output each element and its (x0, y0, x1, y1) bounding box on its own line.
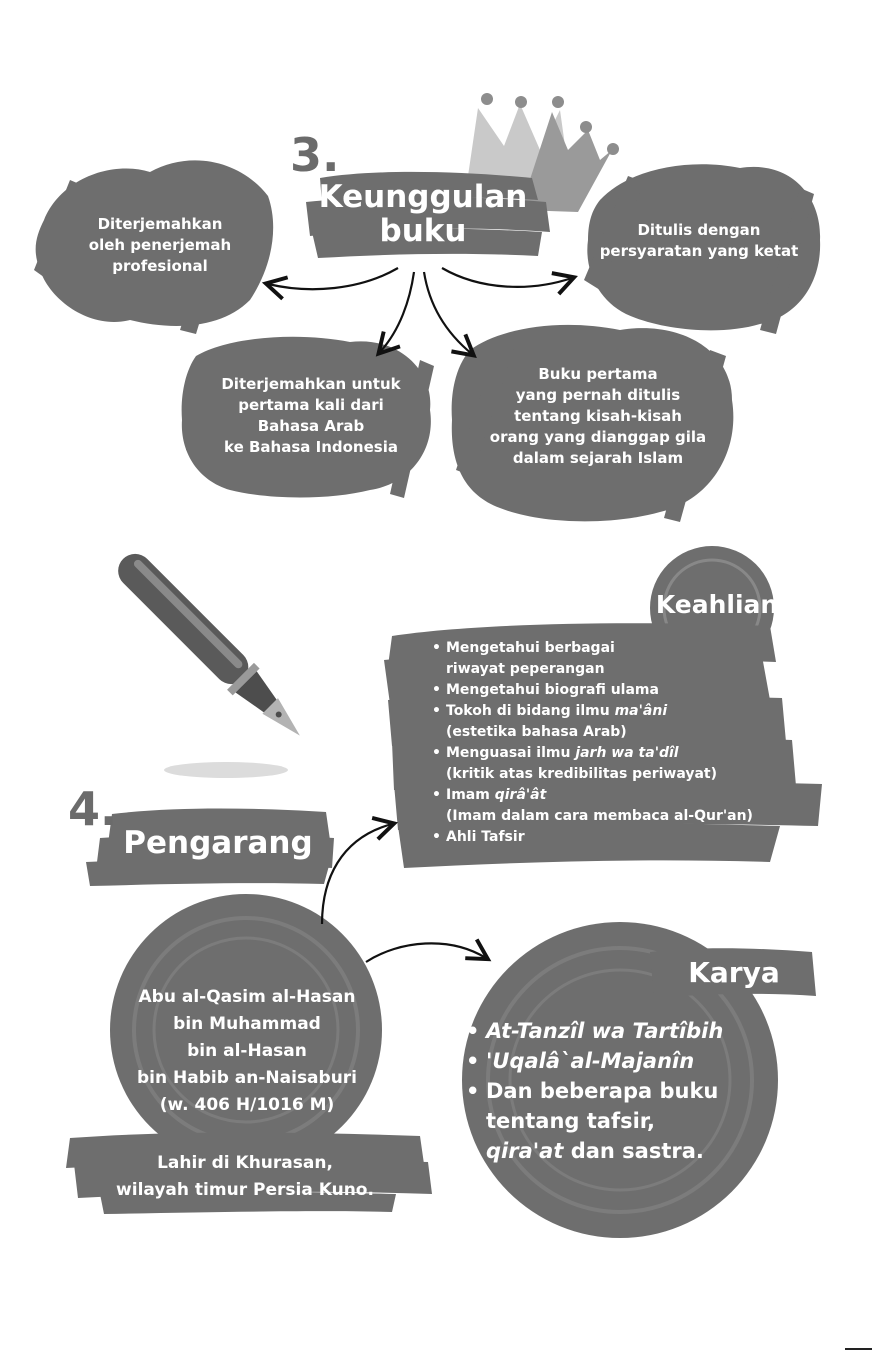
expertise-item-text: Menguasai ilmu (446, 745, 576, 761)
arrow-to-middle-left (380, 272, 414, 352)
advantage-line: oleh penerjemah (88, 236, 232, 254)
advantage-line: Diterjemahkan (97, 215, 223, 233)
author-name (112, 984, 382, 1119)
arrow-to-top-right (442, 268, 572, 287)
expertise-item-text: Imam (446, 787, 495, 803)
works-list (466, 1016, 766, 1166)
expertise-item (432, 743, 792, 785)
expertise-title: Keahlian (655, 590, 779, 619)
expertise-item (432, 827, 792, 848)
advantage-line: yang pernah ditulis (515, 386, 681, 404)
advantage-line: Buku pertama (538, 365, 658, 383)
author-line: (w. 406 H/1016 M) (159, 1095, 335, 1115)
author-line: bin Muhammad (173, 1014, 321, 1034)
works-item-text: Dan beberapa buku (486, 1079, 719, 1103)
works-item-sub: tentang tafsir, (486, 1109, 656, 1133)
works-item (466, 1076, 766, 1166)
arrow-to-middle-right (424, 272, 472, 354)
section-number-3: 3. (290, 128, 340, 182)
advantage-strict-requirements (594, 220, 804, 262)
works-title: Karya (688, 956, 780, 989)
birth-line: Lahir di Khurasan, (157, 1153, 333, 1173)
advantage-first-book (470, 364, 726, 469)
expertise-item-sub: riwayat peperangan (446, 661, 605, 677)
works-item (466, 1046, 766, 1076)
advantage-line: Ditulis dengan (637, 221, 761, 239)
works-item-title: At-Tanzîl wa Tartîbih (486, 1019, 724, 1043)
works-item-title: 'Uqalâ`al-Majanîn (486, 1049, 695, 1073)
expertise-item-term: ma'âni (614, 703, 668, 719)
works-item-term: qira'at (486, 1139, 564, 1163)
section3-title (318, 180, 528, 248)
expertise-item-term: jarh wa ta'dîl (575, 745, 679, 761)
advantage-line: tentang kisah-kisah (514, 407, 682, 425)
arrow-to-top-left (268, 268, 398, 289)
section3-title-line2: buku (379, 213, 467, 249)
expertise-item-text: Ahli Tafsir (446, 829, 525, 845)
advantage-line: profesional (112, 257, 208, 275)
expertise-item-sub: (estetika bahasa Arab) (446, 724, 627, 740)
expertise-item-text: Tokoh di bidang ilmu (446, 703, 615, 719)
section4-title: Pengarang (123, 825, 313, 861)
expertise-item-text: Mengetahui biografi ulama (446, 682, 659, 698)
section3-title-line1: Keunggulan (318, 179, 528, 215)
advantage-line: ke Bahasa Indonesia (224, 438, 398, 456)
author-birth (90, 1150, 400, 1204)
author-line: bin al-Hasan (187, 1041, 307, 1061)
advantage-line: persyaratan yang ketat (599, 242, 799, 260)
advantage-line: pertama kali dari (238, 396, 384, 414)
expertise-item (432, 701, 792, 743)
expertise-item-text: Mengetahui berbagai (446, 640, 615, 656)
section-number-4: 4. (68, 782, 118, 836)
birth-line: wilayah timur Persia Kuno. (116, 1180, 374, 1200)
author-line: bin Habib an-Naisaburi (136, 1068, 358, 1088)
expertise-item (432, 638, 792, 680)
expertise-item-sub: (kritik atas kredibilitas periwayat) (446, 766, 718, 782)
expertise-item-term: qirâ'ât (494, 787, 547, 803)
works-item-sub2-text: dan sastra. (563, 1139, 704, 1163)
works-item (466, 1016, 766, 1046)
expertise-list (432, 638, 792, 848)
advantage-line: orang yang dianggap gila (489, 428, 707, 446)
expertise-item (432, 785, 792, 827)
advantage-line: dalam sejarah Islam (512, 449, 684, 467)
author-line: Abu al-Qasim al-Hasan (138, 987, 356, 1007)
advantage-first-translation (196, 374, 426, 458)
advantage-line: Bahasa Arab (257, 417, 365, 435)
advantage-line: Diterjemahkan untuk (221, 375, 401, 393)
expertise-item-sub: (Imam dalam cara membaca al-Qur'an) (446, 808, 753, 824)
arrow-to-works (366, 943, 486, 962)
works-item-sub2 (486, 1136, 766, 1166)
advantage-translator (60, 214, 260, 277)
expertise-item (432, 680, 792, 701)
